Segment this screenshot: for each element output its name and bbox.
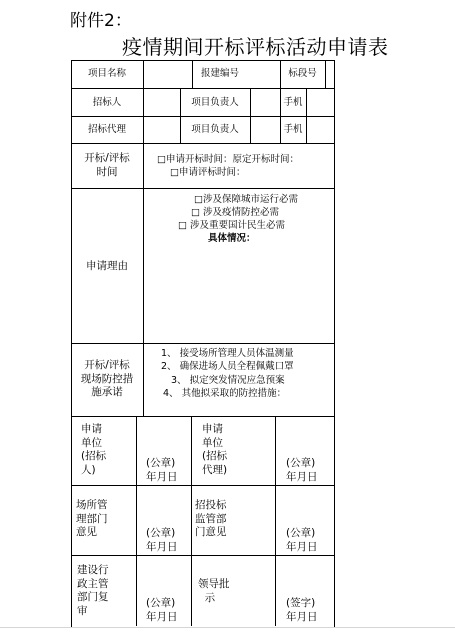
leader-approval-label: 领导批 示: [198, 578, 230, 604]
seal-date-4: (公章) 年月日: [286, 527, 318, 553]
seal-date-2: (公章) 年月日: [286, 457, 318, 483]
row-rule: [71, 555, 334, 556]
reason-option-city: □涉及保障城市运行必需: [194, 194, 298, 205]
row-rule: [71, 485, 334, 486]
seal-date-1: (公章) 年月日: [146, 457, 178, 483]
seal-date-3: (公章) 年月日: [146, 527, 178, 553]
time-label: 开标/评标 时间: [84, 152, 130, 178]
commitment-label: 开标/评标 现场防控措 施承诺: [80, 359, 134, 398]
venue-dept-label: 场所管 理部门 意见: [76, 499, 108, 538]
applicant-agent-label: 申请 单位 (招标 代理): [202, 423, 228, 476]
agent-phone-label: 手机: [283, 124, 303, 135]
agent-label: 招标代理: [87, 124, 126, 135]
form-title: 疫情期间开标评标活动申请表: [122, 35, 389, 59]
commitment-item-1: 1、 接受场所管理人员体温测量: [161, 348, 294, 359]
project-name-label: 项目名称: [87, 68, 126, 79]
section-number-label: 标段号: [288, 68, 317, 79]
row-rule: [71, 188, 334, 189]
seal-date-5: (公章) 年月日: [146, 597, 178, 623]
reason-option-epidemic: □ 涉及疫情防控必需: [191, 207, 279, 218]
phone-label: 手机: [283, 97, 303, 108]
agent-leader-label: 项目负责人: [191, 124, 239, 135]
open-time-line: □申请开标时间：原定开标时间：: [157, 154, 299, 165]
signature-date: (签字) 年月日: [286, 597, 318, 623]
reason-label: 申请理由: [86, 260, 128, 272]
project-leader-label: 项目负责人: [191, 97, 239, 108]
commitment-item-3: 3、 拟定突发情况应急预案: [171, 375, 285, 386]
col-rule: [325, 60, 326, 88]
col-rule: [275, 416, 276, 626]
row-rule: [71, 343, 334, 344]
attachment-label: 附件2：: [70, 11, 132, 31]
row-rule: [71, 116, 334, 117]
commitment-item-2: 2、 确保进场人员全程佩戴口罩: [161, 361, 294, 372]
eval-time-line: □申请评标时间：: [170, 167, 246, 178]
row-rule: [71, 143, 334, 144]
tenderer-label: 招标人: [92, 97, 122, 108]
col-rule: [250, 88, 251, 143]
col-rule: [143, 60, 144, 143]
row-rule: [71, 88, 334, 89]
page-bottom-rule: [0, 627, 455, 628]
col-rule: [143, 143, 144, 416]
col-rule: [136, 416, 137, 626]
construction-dept-label: 建设行 政主管 部门复 审: [77, 564, 109, 617]
supervision-dept-label: 招投标 监管部 门意见: [195, 499, 227, 538]
col-rule: [306, 88, 307, 143]
row-rule: [71, 416, 334, 417]
col-rule: [191, 416, 192, 626]
reason-detail-label: 具体情况：: [208, 233, 256, 244]
applicant-tenderer-label: 申请 单位 (招标 人): [81, 423, 107, 476]
reason-option-livelihood: □ 涉及重要国计民生必需: [178, 220, 285, 231]
report-number-label: 报建编号: [200, 68, 239, 79]
commitment-item-4: 4、 其他拟采取的防控措施：: [163, 388, 287, 399]
